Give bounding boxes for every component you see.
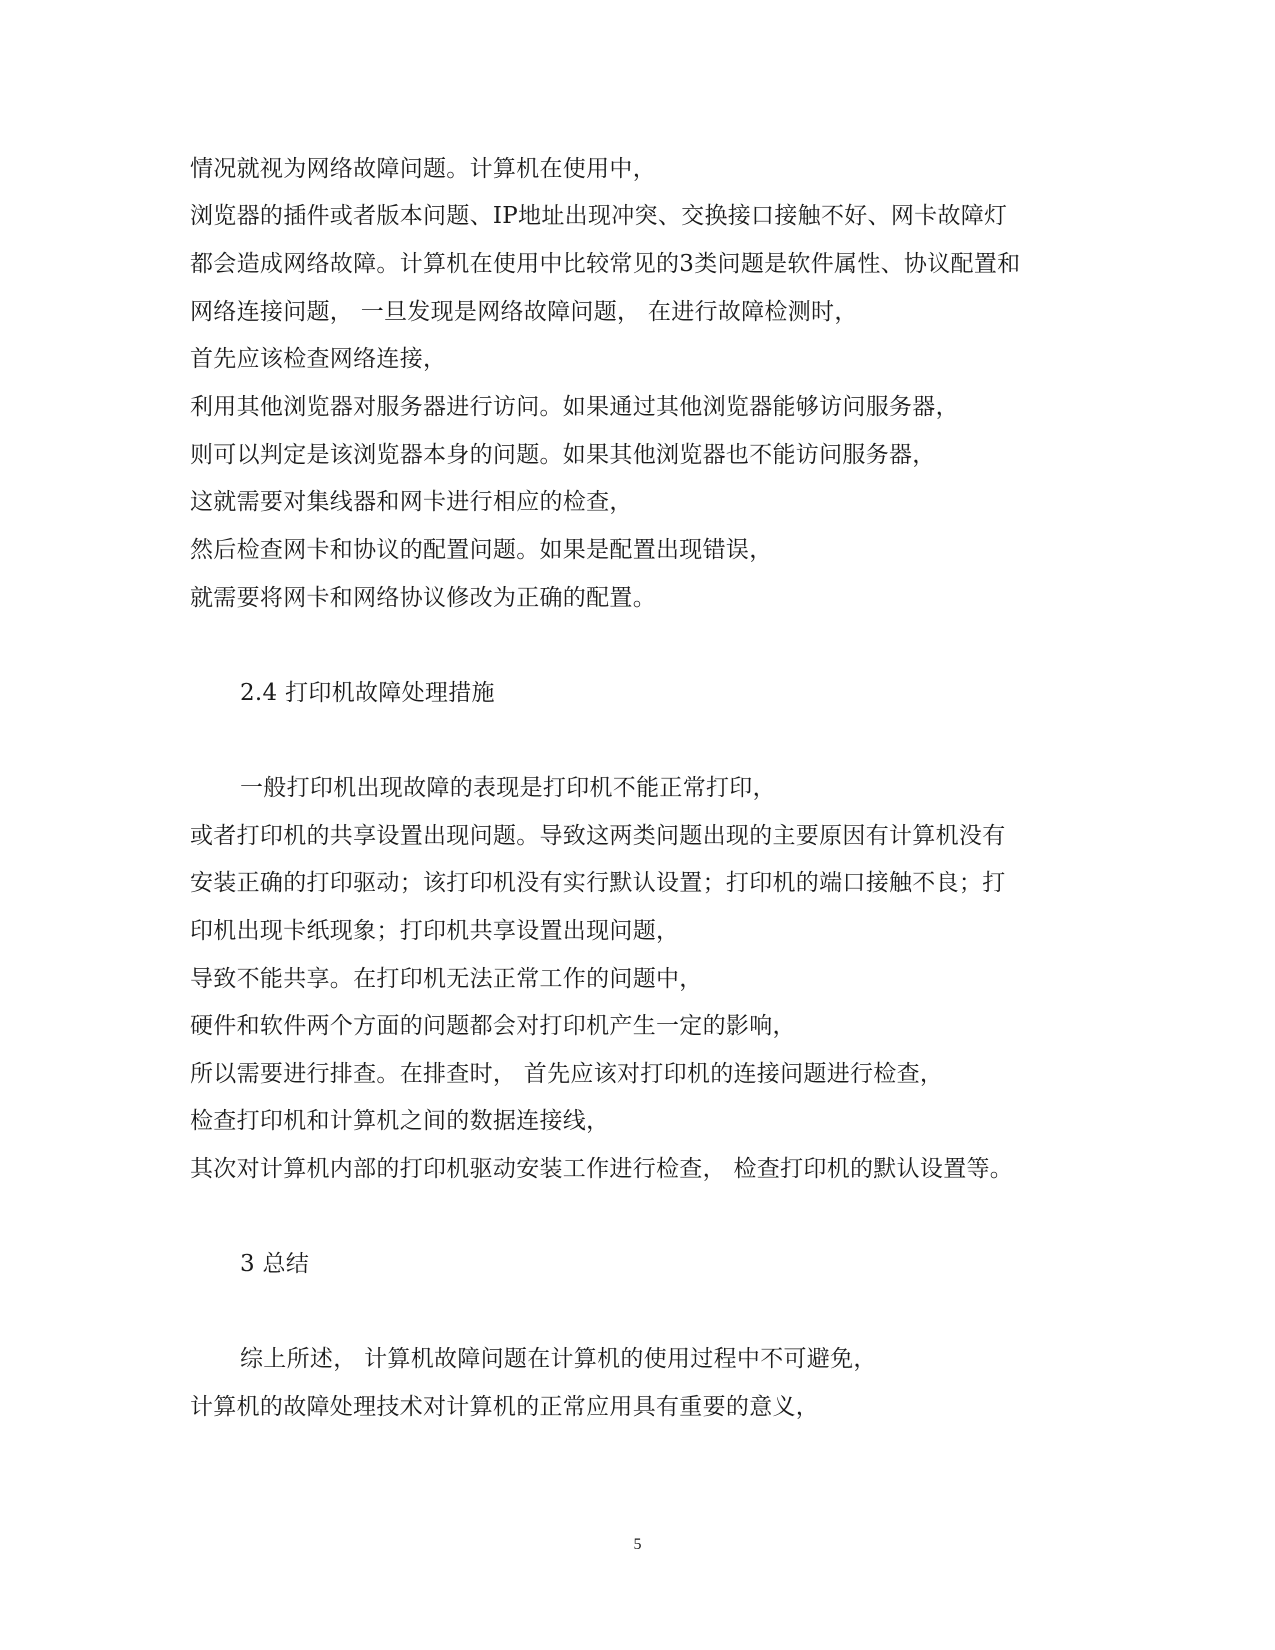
paragraph-line: 就需要将网卡和网络协议修改为正确的配置。 xyxy=(190,585,656,611)
paragraph-line: 检查打印机和计算机之间的数据连接线， xyxy=(190,1108,610,1134)
section-heading-3: 3 总结 xyxy=(240,1251,310,1277)
paragraph-line: 导致不能共享。在打印机无法正常工作的问题中， xyxy=(190,966,703,992)
paragraph-line: 利用其他浏览器对服务器进行访问。如果通过其他浏览器能够访问服务器， xyxy=(190,394,959,420)
paragraph-line: 都会造成网络故障。计算机在使用中比较常见的3类问题是软件属性、协议配置和 xyxy=(190,251,1021,277)
paragraph-line: 则可以判定是该浏览器本身的问题。如果其他浏览器也不能访问服务器， xyxy=(190,442,936,468)
paragraph-line: 这就需要对集线器和网卡进行相应的检查， xyxy=(190,489,633,515)
paragraph-line: 网络连接问题， 一旦发现是网络故障问题， 在进行故障检测时， xyxy=(190,299,858,325)
paragraph-line: 然后检查网卡和协议的配置问题。如果是配置出现错误， xyxy=(190,537,773,563)
paragraph-line: 或者打印机的共享设置出现问题。导致这两类问题出现的主要原因有计算机没有 xyxy=(190,823,1006,849)
paragraph-line: 安装正确的打印驱动；该打印机没有实行默认设置；打印机的端口接触不良；打 xyxy=(190,870,1006,896)
paragraph-line: 计算机的故障处理技术对计算机的正常应用具有重要的意义， xyxy=(190,1394,820,1420)
paragraph-line: 所以需要进行排查。在排查时， 首先应该对打印机的连接问题进行检查， xyxy=(190,1061,944,1087)
paragraph-line: 情况就视为网络故障问题。计算机在使用中， xyxy=(190,156,656,182)
paragraph-line: 一般打印机出现故障的表现是打印机不能正常打印， xyxy=(240,775,776,801)
paragraph-line: 印机出现卡纸现象；打印机共享设置出现问题， xyxy=(190,918,680,944)
paragraph-line: 首先应该检查网络连接， xyxy=(190,346,447,372)
paragraph-line: 浏览器的插件或者版本问题、IP地址出现冲突、交换接口接触不好、网卡故障灯 xyxy=(190,203,1008,229)
paragraph-line: 其次对计算机内部的打印机驱动安装工作进行检查， 检查打印机的默认设置等。 xyxy=(190,1156,1014,1182)
paragraph-line: 硬件和软件两个方面的问题都会对打印机产生一定的影响， xyxy=(190,1013,796,1039)
section-heading-2-4: 2.4 打印机故障处理措施 xyxy=(240,680,495,706)
page-number: 5 xyxy=(633,1536,642,1553)
paragraph-line: 综上所述， 计算机故障问题在计算机的使用过程中不可避免， xyxy=(240,1346,877,1372)
